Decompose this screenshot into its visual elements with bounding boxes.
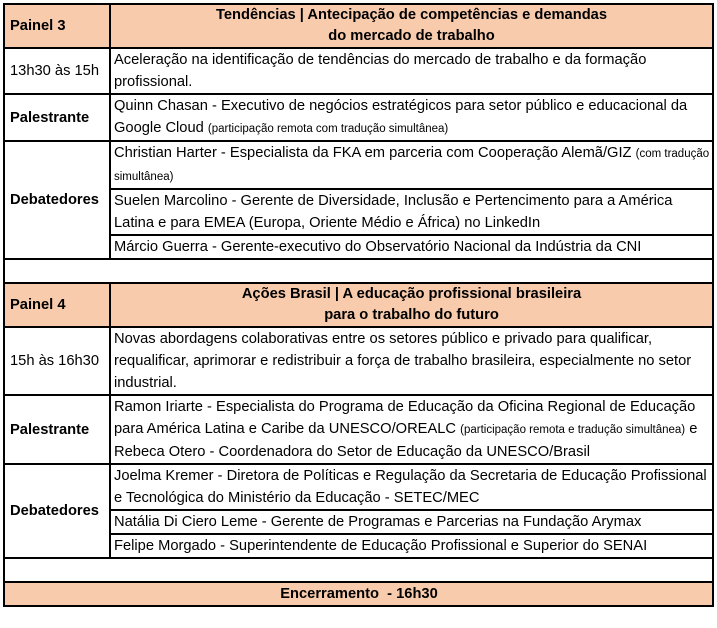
panel4-title-line2: para o trabalho do futuro <box>324 307 499 323</box>
panel4-header-row <box>4 283 713 327</box>
text-segment: Natália Di Ciero Leme - Gerente de Programas e Parcerias na Fundação Arymax <box>114 514 642 530</box>
panel4-debatedor-3 <box>110 534 713 558</box>
panel3-label: Painel 3 <box>4 4 110 48</box>
panel3-debatedores-label: Debatedores <box>4 141 110 259</box>
panel3-title-line1: Tendências | Antecipação de competências e demandas <box>215 7 608 23</box>
panel4-debatedor-1 <box>110 464 713 510</box>
panel3-title <box>110 4 713 48</box>
panel4-debatedor-row <box>4 534 713 558</box>
spacer-row <box>4 259 713 283</box>
spacer-row <box>4 558 713 582</box>
panel3-title-line2: do mercado de trabalho <box>328 28 495 44</box>
panel4-debatedores-label: Debatedores <box>4 464 110 558</box>
text-segment: (participação remota e tradução simultânea) <box>460 424 686 436</box>
text-segment: Felipe Morgado - Superintendente de Educação Profissional e Superior do SENAI <box>114 538 648 554</box>
panel3-debatedor-3 <box>110 235 713 259</box>
panel3-debatedor-row <box>4 189 713 235</box>
text-segment: Márcio Guerra - Gerente-executivo do Observatório Nacional da Indústria da CNI <box>114 239 642 255</box>
text-segment: Ramon Iriarte - Especialista do Programa de Educação da Oficina Regional de Educação para América Latina e Caribe da UNESCO/OREALC <box>114 399 696 437</box>
panel4-title <box>110 283 713 327</box>
closing-label: Encerramento - 16h30 <box>4 582 713 606</box>
text-segment: Suelen Marcolino - Gerente de Diversidade, Inclusão e Pertencimento para a América Latina e para EMEA (Europa, Oriente Médio e África) no LinkedIn <box>114 193 673 231</box>
panel3-debatedor-row <box>4 141 713 189</box>
panel3-time-row <box>4 48 713 94</box>
spacer-cell <box>4 259 713 283</box>
text-segment: e Rebeca Otero - Coordenadora do Setor de Educação da UNESCO/Brasil <box>114 421 698 460</box>
spacer-cell <box>4 558 713 582</box>
text-segment: Quinn Chasan - Executivo de negócios estratégicos para setor público e educacional da Google Cloud <box>114 98 688 136</box>
panel4-palestrante-row <box>4 395 713 464</box>
panel3-debatedor-row <box>4 235 713 259</box>
panel4-time: 15h às 16h30 <box>4 327 110 395</box>
panel4-title-line1: Ações Brasil | A educação profissional brasileira <box>241 286 582 302</box>
panel3-palestrante <box>110 94 713 141</box>
panel3-header-row <box>4 4 713 48</box>
text-segment: Joelma Kremer - Diretora de Políticas e Regulação da Secretaria de Educação Profissional e Tecnológica do Ministério da Educação - SETEC/MEC <box>114 468 707 506</box>
panel4-debatedor-2 <box>110 510 713 534</box>
panel3-palestrante-label: Palestrante <box>4 94 110 141</box>
text-segment: Christian Harter - Especialista da FKA em parceria com Cooperação Alemã/GIZ <box>114 145 636 161</box>
panel3-debatedor-2 <box>110 189 713 235</box>
panel4-debatedor-row <box>4 510 713 534</box>
panel3-debatedor-1 <box>110 141 713 189</box>
closing-row <box>4 582 713 606</box>
panel3-time: 13h30 às 15h <box>4 48 110 94</box>
panel4-time-row <box>4 327 713 395</box>
text-segment: (participação remota com tradução simultânea) <box>207 123 449 135</box>
text-segment: (com tradução simultânea) <box>114 148 710 183</box>
panel3-palestrante-row <box>4 94 713 141</box>
panel4-label: Painel 4 <box>4 283 110 327</box>
agenda-table <box>3 3 714 607</box>
panel4-palestrante-label: Palestrante <box>4 395 110 464</box>
panel3-description: Aceleração na identificação de tendências do mercado de trabalho e da formação profissional. <box>110 48 713 94</box>
panel4-palestrante <box>110 395 713 464</box>
panel4-description: Novas abordagens colaborativas entre os setores público e privado para qualificar, requalificar, aprimorar e redistribuir a força de trabalho brasileira, especialmente no setor industrial. <box>110 327 713 395</box>
panel4-debatedor-row <box>4 464 713 510</box>
